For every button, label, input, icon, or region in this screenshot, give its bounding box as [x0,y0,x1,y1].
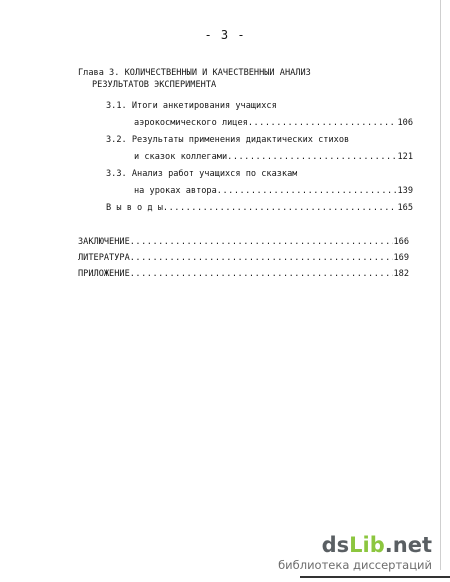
page-number: - 3 - [204,28,246,42]
leader-dots [217,186,398,196]
toc-section-3-2-entry[interactable] [134,152,413,162]
bottom-rule [300,576,450,578]
page-edge [440,0,441,570]
toc-conclusions-label: В ы в о д ы [106,203,163,213]
toc-conclusions-entry[interactable] [106,203,413,213]
toc-page-number: 166 [393,237,409,247]
toc-prilozhenie-label: ПРИЛОЖЕНИЕ [78,269,130,279]
toc-prilozhenie-entry[interactable] [78,269,409,279]
leader-dots [130,237,394,247]
toc-section-3-1-line1: 3.1. Итоги анкетирования учащихся [106,101,277,111]
leader-dots [130,253,394,263]
toc-page-number: 169 [393,253,409,263]
toc-section-3-2-line1: 3.2. Результаты применения дидактических стихов [106,135,350,145]
toc-section-3-1-line2: аэрокосмического лицея [134,118,248,128]
leader-dots [248,118,398,128]
leader-dots [130,269,394,279]
toc-section-3-3-entry[interactable] [134,186,413,196]
toc-page-number: 182 [393,269,409,279]
chapter-title-line2: РЕЗУЛЬТАТОВ ЭКСПЕРИМЕНТА [92,80,217,90]
chapter-title-line1: Глава 3. КОЛИЧЕСТВЕННЫЙ И КАЧЕСТВЕННЫЙ АНАЛИЗ [78,68,311,78]
toc-page-number: 106 [397,118,413,128]
leader-dots [163,203,398,213]
toc-page-number: 121 [397,152,413,162]
toc-section-3-1-entry[interactable] [134,118,413,128]
toc-zaklyuchenie-label: ЗАКЛЮЧЕНИЕ [78,237,130,247]
dslib-watermark[interactable] [278,533,432,572]
toc-zaklyuchenie-entry[interactable] [78,237,409,247]
toc-section-3-3-line1: 3.3. Анализ работ учащихся по сказкам [106,169,298,179]
leader-dots [227,152,397,162]
toc-section-3-3-line2: на уроках автора [134,186,217,196]
toc-literatura-entry[interactable] [78,253,409,263]
toc-section-3-2-line2: и сказок коллегами [134,152,228,162]
toc-literatura-label: ЛИТЕРАТУРА [78,253,130,263]
toc-page-number: 139 [397,186,413,196]
dslib-logo: dsLib.net [321,533,432,557]
toc-page-number: 165 [397,203,413,213]
dslib-subtitle: библиотека диссертаций [278,558,432,572]
